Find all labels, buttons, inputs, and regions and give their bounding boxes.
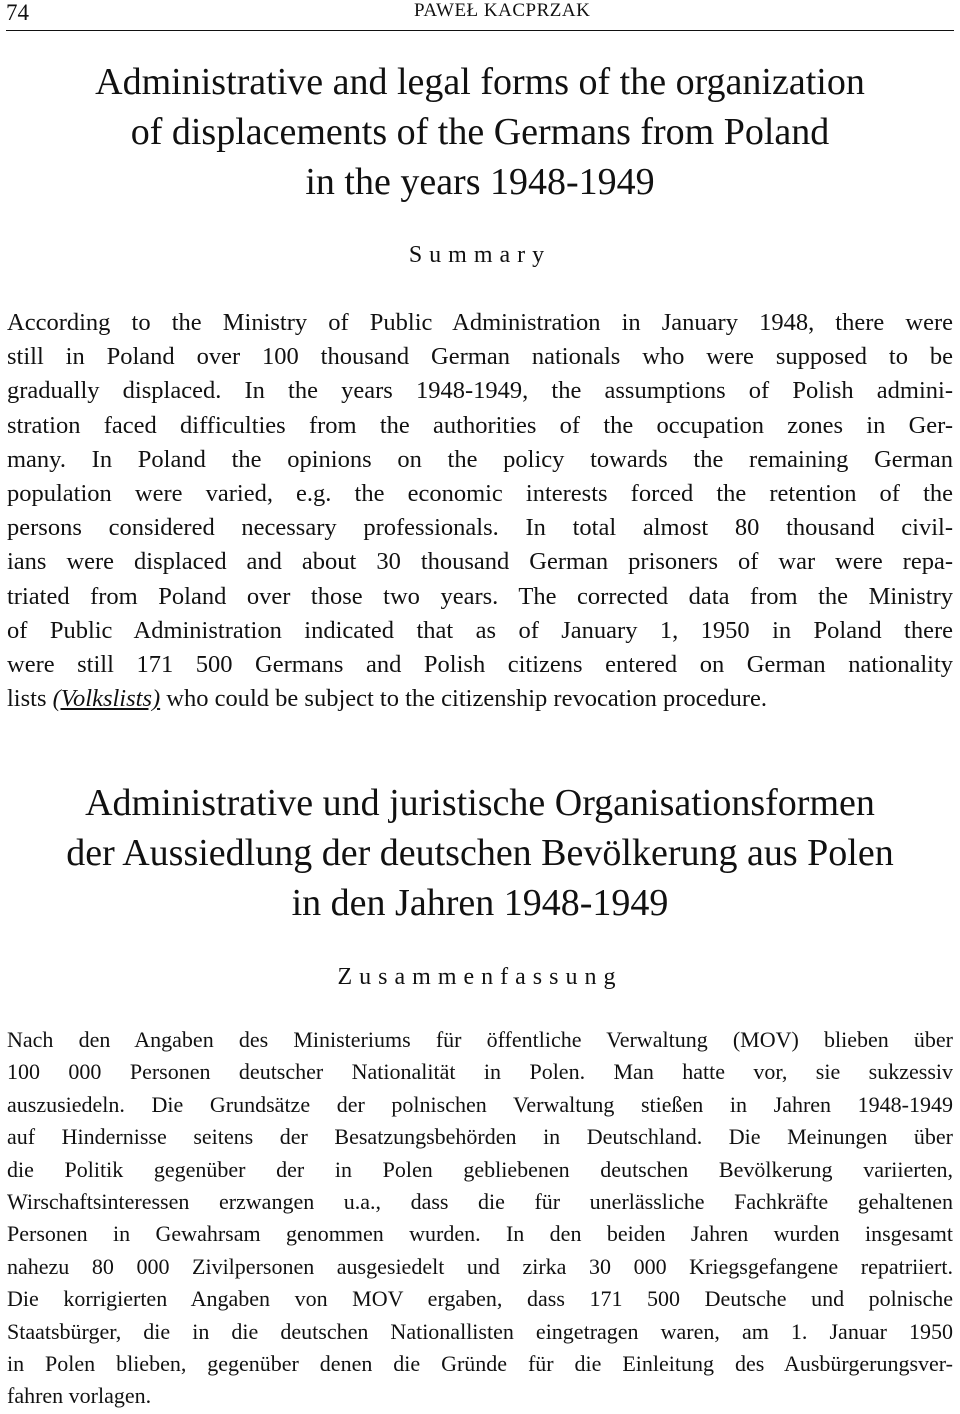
title-line: der Aussiedlung der deutschen Bevölkerung aus Polen (66, 832, 894, 874)
body-line: were still 171 500 Germans and Polish citizens entered on German nationality (7, 651, 953, 679)
body-line: Staatsbürger, die in die deutschen Nationallisten eingetragen waren, am 1. Januar 1950 (7, 1318, 953, 1344)
body-line: nahezu 80 000 Zivilpersonen ausgesiedelt und zirka 30 000 Kriegsgefangene repatriiert. (7, 1253, 953, 1279)
body-line: fahren vorlagen. (7, 1383, 152, 1409)
body-line: die Politik gegenüber der in Polen gebliebenen deutschen Bevölkerung variierten, (7, 1156, 953, 1182)
body-line: population were varied, e.g. the economic interests forced the retention of the (7, 480, 953, 508)
english-summary-paragraph (7, 306, 953, 716)
body-line: ians were displaced and about 30 thousand German prisoners of war were repa- (7, 548, 953, 576)
title-line: of displacements of the Germans from Poland (130, 111, 830, 153)
body-line: many. In Poland the opinions on the policy towards the remaining German (7, 445, 953, 473)
title-line: Administrative und juristische Organisationsformen (85, 782, 875, 824)
body-line: Die korrigierten Angaben von MOV ergaben, dass 171 500 Deutsche und polnische (7, 1286, 953, 1312)
title-line: in the years 1948-1949 (305, 161, 655, 203)
page-number: 74 (6, 0, 29, 25)
german-title (0, 778, 960, 928)
body-line (7, 682, 953, 716)
title-line: Administrative and legal forms of the organization (95, 61, 865, 103)
english-summary-heading: Summary (408, 242, 552, 268)
body-text: who could be subject to the citizenship revocation procedure. (160, 685, 768, 713)
body-line: still in Poland over 100 thousand German nationals who were supposed to be (7, 343, 953, 371)
body-line: 100 000 Personen deutscher Nationalität in Polen. Man hatte vor, sie sukzessiv (7, 1059, 953, 1085)
english-title (0, 57, 960, 207)
body-line: triated from Poland over those two years. The corrected data from the Ministry (7, 582, 953, 610)
body-text: lists (7, 685, 53, 713)
body-line: in Polen blieben, gegenüber denen die Gründe für die Einleitung des Ausbürgerungsver- (7, 1351, 953, 1377)
body-line: stration faced difficulties from the authorities of the occupation zones in Ger- (7, 411, 953, 439)
body-line: persons considered necessary professionals. In total almost 80 thousand civil- (7, 514, 953, 542)
title-line: in den Jahren 1948-1949 (291, 882, 669, 924)
body-line: According to the Ministry of Public Administration in January 1948, there were (7, 309, 953, 336)
body-line: Wirschaftsinteressen erzwangen u.a., dass die für unerlässliche Fachkräfte gehaltenen (7, 1189, 953, 1215)
german-summary-paragraph (7, 1024, 953, 1413)
running-author: PAWEŁ KACPRZAK (414, 0, 591, 21)
body-line: auszusiedeln. Die Grundsätze der polnischen Verwaltung stießen in Jahren 1948-1949 (7, 1091, 953, 1117)
body-line: Personen in Gewahrsam genommen wurden. In den beiden Jahren wurden insgesamt (7, 1221, 953, 1247)
body-line: of Public Administration indicated that as of January 1, 1950 in Poland there (7, 616, 953, 644)
german-summary-heading: Zusammenfassung (337, 964, 623, 990)
volkslists-term: (Volkslists) (52, 685, 161, 713)
running-header (6, 0, 954, 31)
body-line: auf Hindernisse seitens der Besatzungsbehörden in Deutschland. Die Meinungen über (7, 1124, 953, 1150)
body-line: Nach den Angaben des Ministeriums für öffentliche Verwaltung (MOV) blieben über (7, 1027, 953, 1052)
body-line: gradually displaced. In the years 1948-1949, the assumptions of Polish admini- (7, 377, 953, 405)
